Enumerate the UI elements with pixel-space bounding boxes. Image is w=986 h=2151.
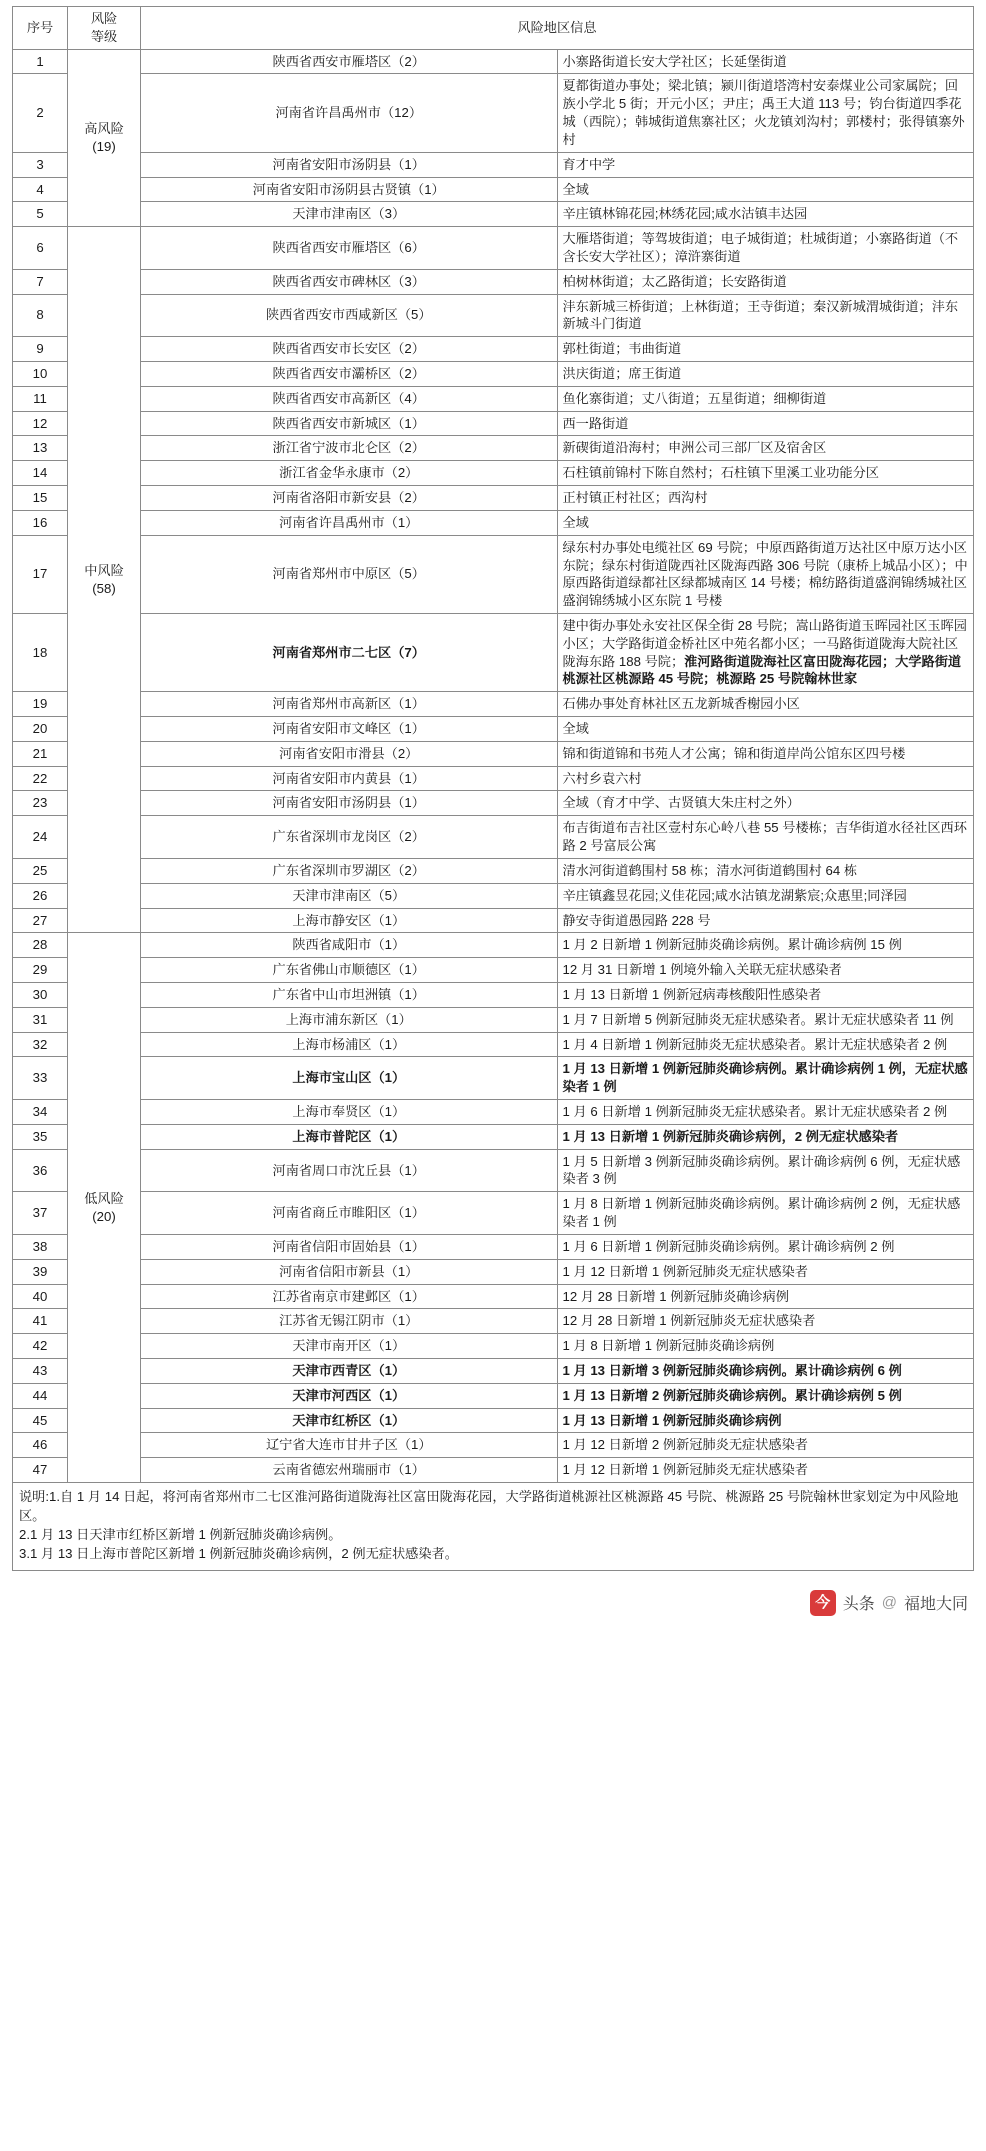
- region-name: 陕西省西安市雁塔区（2）: [141, 49, 558, 74]
- row-number: 42: [13, 1334, 68, 1359]
- row-number: 18: [13, 613, 68, 691]
- row-number: 36: [13, 1149, 68, 1192]
- row-number: 35: [13, 1124, 68, 1149]
- region-name: 河南省许昌禹州市（12）: [141, 74, 558, 152]
- row-number: 39: [13, 1259, 68, 1284]
- table-row: [13, 1100, 974, 1125]
- region-name: 上海市静安区（1）: [141, 908, 558, 933]
- region-name: 天津市南开区（1）: [141, 1334, 558, 1359]
- region-name: 河南省许昌禹州市（1）: [141, 510, 558, 535]
- column-header-level: [68, 7, 141, 50]
- region-name: 陕西省西安市灞桥区（2）: [141, 362, 558, 387]
- region-info: 静安寺街道愚园路 228 号: [557, 908, 974, 933]
- region-info: 1 月 2 日新增 1 例新冠肺炎确诊病例。累计确诊病例 15 例: [557, 933, 974, 958]
- region-name: 天津市津南区（5）: [141, 883, 558, 908]
- row-number: 6: [13, 227, 68, 270]
- row-number: 43: [13, 1358, 68, 1383]
- platform-name: 头条: [842, 1596, 875, 1614]
- region-info: 洪庆街道；席王街道: [557, 362, 974, 387]
- region-name: 陕西省西安市新城区（1）: [141, 411, 558, 436]
- region-info: 正村镇正村社区；西沟村: [557, 486, 974, 511]
- region-name: 陕西省西安市雁塔区（6）: [141, 227, 558, 270]
- table-row: [13, 613, 974, 691]
- risk-level-low-count: (20): [92, 1208, 116, 1224]
- region-name: 陕西省咸阳市（1）: [141, 933, 558, 958]
- column-header-no: 序号: [13, 7, 68, 50]
- row-number: 26: [13, 883, 68, 908]
- table-row: [13, 883, 974, 908]
- note-line-3: 3.1 月 13 日上海市普陀区新增 1 例新冠肺炎确诊病例，2 例无症状感染者。: [19, 1546, 458, 1562]
- row-number: 5: [13, 202, 68, 227]
- region-info: 1 月 13 日新增 1 例新冠肺炎确诊病例。累计确诊病例 1 例，无症状感染者 1 例: [557, 1057, 974, 1100]
- region-name: 上海市宝山区（1）: [141, 1057, 558, 1100]
- table-row: [13, 74, 974, 152]
- table-row: [13, 1458, 974, 1483]
- table-row: [13, 1284, 974, 1309]
- table-row: [13, 1057, 974, 1100]
- watermark-footer: [0, 1581, 986, 1625]
- region-info: 1 月 13 日新增 3 例新冠肺炎确诊病例。累计确诊病例 6 例: [557, 1358, 974, 1383]
- table-row: [13, 486, 974, 511]
- region-name: 河南省信阳市固始县（1）: [141, 1234, 558, 1259]
- table-row: [13, 1408, 974, 1433]
- table-row: [13, 958, 974, 983]
- row-number: 20: [13, 717, 68, 742]
- region-info: 全域: [557, 510, 974, 535]
- region-name: 陕西省西安市高新区（4）: [141, 386, 558, 411]
- region-info: 1 月 12 日新增 1 例新冠肺炎无症状感染者: [557, 1259, 974, 1284]
- note-line-2: 2.1 月 13 日天津市红桥区新增 1 例新冠肺炎确诊病例。: [19, 1527, 342, 1543]
- table-row: [13, 49, 974, 74]
- row-number: 33: [13, 1057, 68, 1100]
- row-number: 17: [13, 535, 68, 613]
- region-info: 大雁塔街道；等驾坡街道；电子城街道；杜城街道；小寨路街道（不含长安大学社区）；漳浒寨街道: [557, 227, 974, 270]
- region-name: 上海市浦东新区（1）: [141, 1007, 558, 1032]
- region-name: 陕西省西安市西咸新区（5）: [141, 294, 558, 337]
- region-name: 上海市普陀区（1）: [141, 1124, 558, 1149]
- row-number: 46: [13, 1433, 68, 1458]
- toutiao-logo-icon: 今: [810, 1590, 836, 1616]
- region-info: 全域（育才中学、古贤镇大朱庄村之外）: [557, 791, 974, 816]
- watermark-separator: @: [881, 1594, 897, 1612]
- row-number: 31: [13, 1007, 68, 1032]
- region-info: 布吉街道布吉社区壹村东心岭八巷 55 号楼栋；吉华街道水径社区西环路 2 号富辰公寓: [557, 816, 974, 859]
- region-info: 新碶街道沿海村；申洲公司三部厂区及宿舍区: [557, 436, 974, 461]
- region-info: 小寨路街道长安大学社区；长延堡街道: [557, 49, 974, 74]
- region-info: 石柱镇前锦村下陈自然村；石柱镇下里溪工业功能分区: [557, 461, 974, 486]
- risk-level-medium-label: 中风险: [84, 562, 124, 578]
- region-info: 辛庄镇林锦花园;林绣花园;咸水沽镇丰达园: [557, 202, 974, 227]
- region-name: 河南省安阳市汤阴县（1）: [141, 791, 558, 816]
- region-info: 育才中学: [557, 152, 974, 177]
- row-number: 37: [13, 1192, 68, 1235]
- column-header-level-line2: 等级: [90, 28, 118, 44]
- row-number: 12: [13, 411, 68, 436]
- row-number: 3: [13, 152, 68, 177]
- region-info: 1 月 13 日新增 1 例新冠肺炎确诊病例: [557, 1408, 974, 1433]
- table-row: [13, 227, 974, 270]
- region-name: 河南省信阳市新县（1）: [141, 1259, 558, 1284]
- note-block: [12, 1483, 974, 1571]
- table-row: [13, 269, 974, 294]
- region-info: 沣东新城三桥街道；上林街道；王寺街道；秦汉新城渭城街道；沣东新城斗门街道: [557, 294, 974, 337]
- row-number: 11: [13, 386, 68, 411]
- region-info: 12 月 28 日新增 1 例新冠肺炎确诊病例: [557, 1284, 974, 1309]
- region-info: 鱼化寨街道；丈八街道；五星街道；细柳街道: [557, 386, 974, 411]
- table-row: [13, 1234, 974, 1259]
- region-info: 夏都街道办事处；梁北镇；颍川街道塔湾村安泰煤业公司家属院；回族小学北 5 街；开元小区；尹庄；禹王大道 113 号；钧台街道四季花城（西院）；韩城街道焦寨社区；火龙镇刘沟村；郭楼村；张得镇寨外村: [557, 74, 974, 152]
- region-name: 江苏省南京市建邺区（1）: [141, 1284, 558, 1309]
- region-info: 全域: [557, 177, 974, 202]
- region-name: 天津市红桥区（1）: [141, 1408, 558, 1433]
- table-row: [13, 1124, 974, 1149]
- table-row: [13, 933, 974, 958]
- row-number: 47: [13, 1458, 68, 1483]
- table-row: [13, 386, 974, 411]
- risk-area-document: [0, 6, 986, 2151]
- row-number: 45: [13, 1408, 68, 1433]
- region-info: 柏树林街道；太乙路街道；长安路街道: [557, 269, 974, 294]
- table-row: [13, 1007, 974, 1032]
- row-number: 2: [13, 74, 68, 152]
- row-number: 4: [13, 177, 68, 202]
- region-info-highlight: 淮河路街道陇海社区富田陇海花园；大学路街道桃源社区桃源路 45 号院；桃源路 25 号院翰林世家: [562, 653, 962, 687]
- row-number: 25: [13, 858, 68, 883]
- table-row: [13, 717, 974, 742]
- row-number: 13: [13, 436, 68, 461]
- row-number: 40: [13, 1284, 68, 1309]
- region-info: 1 月 12 日新增 1 例新冠肺炎无症状感染者: [557, 1458, 974, 1483]
- risk-area-table: [12, 6, 974, 1483]
- table-row: [13, 1383, 974, 1408]
- table-row: [13, 1433, 974, 1458]
- table-row: [13, 1192, 974, 1235]
- row-number: 19: [13, 692, 68, 717]
- row-number: 28: [13, 933, 68, 958]
- region-name: 上海市奉贤区（1）: [141, 1100, 558, 1125]
- region-name: 河南省安阳市滑县（2）: [141, 741, 558, 766]
- region-info: 1 月 8 日新增 1 例新冠肺炎确诊病例: [557, 1334, 974, 1359]
- row-number: 15: [13, 486, 68, 511]
- row-number: 38: [13, 1234, 68, 1259]
- column-header-info: 风险地区信息: [141, 7, 974, 50]
- region-name: 浙江省金华永康市（2）: [141, 461, 558, 486]
- region-name: 广东省深圳市龙岗区（2）: [141, 816, 558, 859]
- risk-level-high: [68, 49, 141, 227]
- region-name: 河南省郑州市中原区（5）: [141, 535, 558, 613]
- table-row: [13, 337, 974, 362]
- table-row: [13, 436, 974, 461]
- region-name: 河南省安阳市文峰区（1）: [141, 717, 558, 742]
- region-info: 1 月 13 日新增 2 例新冠肺炎确诊病例。累计确诊病例 5 例: [557, 1383, 974, 1408]
- table-row: [13, 1309, 974, 1334]
- table-head: [13, 7, 974, 50]
- region-info: 全域: [557, 717, 974, 742]
- row-number: 1: [13, 49, 68, 74]
- region-info: 1 月 5 日新增 3 例新冠肺炎确诊病例。累计确诊病例 6 例，无症状感染者 3 例: [557, 1149, 974, 1192]
- region-info: 石佛办事处育林社区五龙新城香榭园小区: [557, 692, 974, 717]
- region-name: 河南省安阳市内黄县（1）: [141, 766, 558, 791]
- risk-level-medium-count: (58): [92, 580, 116, 596]
- table-row: [13, 908, 974, 933]
- table-row: [13, 461, 974, 486]
- row-number: 30: [13, 982, 68, 1007]
- row-number: 44: [13, 1383, 68, 1408]
- region-name: 河南省安阳市汤阴县古贤镇（1）: [141, 177, 558, 202]
- row-number: 22: [13, 766, 68, 791]
- row-number: 41: [13, 1309, 68, 1334]
- table-row: [13, 535, 974, 613]
- region-info: [557, 613, 974, 691]
- region-name: 广东省中山市坦洲镇（1）: [141, 982, 558, 1007]
- region-name: 广东省佛山市顺德区（1）: [141, 958, 558, 983]
- region-info: 1 月 8 日新增 1 例新冠肺炎确诊病例。累计确诊病例 2 例，无症状感染者 1 例: [557, 1192, 974, 1235]
- column-header-level-line1: 风险: [90, 11, 118, 26]
- region-name: 天津市津南区（3）: [141, 202, 558, 227]
- row-number: 24: [13, 816, 68, 859]
- region-info: 1 月 6 日新增 1 例新冠肺炎无症状感染者。累计无症状感染者 2 例: [557, 1100, 974, 1125]
- table-row: [13, 362, 974, 387]
- table-row: [13, 692, 974, 717]
- region-info: 1 月 12 日新增 2 例新冠肺炎无症状感染者: [557, 1433, 974, 1458]
- region-info: 锦和街道锦和书苑人才公寓；锦和街道岸尚公馆东区四号楼: [557, 741, 974, 766]
- region-name: 陕西省西安市碑林区（3）: [141, 269, 558, 294]
- region-info: 12 月 28 日新增 1 例新冠肺炎无症状感染者: [557, 1309, 974, 1334]
- table-row: [13, 1149, 974, 1192]
- table-row: [13, 858, 974, 883]
- region-name: 广东省深圳市罗湖区（2）: [141, 858, 558, 883]
- risk-level-low: [68, 933, 141, 1483]
- region-name: 天津市西青区（1）: [141, 1358, 558, 1383]
- table-row: [13, 982, 974, 1007]
- table-row: [13, 1358, 974, 1383]
- table-row: [13, 411, 974, 436]
- row-number: 27: [13, 908, 68, 933]
- risk-level-low-label: 低风险: [84, 1190, 124, 1206]
- row-number: 8: [13, 294, 68, 337]
- table-row: [13, 791, 974, 816]
- row-number: 21: [13, 741, 68, 766]
- row-number: 9: [13, 337, 68, 362]
- region-name: 云南省德宏州瑞丽市（1）: [141, 1458, 558, 1483]
- region-info: 郭杜街道；韦曲街道: [557, 337, 974, 362]
- row-number: 14: [13, 461, 68, 486]
- row-number: 23: [13, 791, 68, 816]
- table-row: [13, 741, 974, 766]
- table-row: [13, 1334, 974, 1359]
- region-name: 河南省郑州市高新区（1）: [141, 692, 558, 717]
- row-number: 16: [13, 510, 68, 535]
- region-name: 辽宁省大连市甘井子区（1）: [141, 1433, 558, 1458]
- table-row: [13, 294, 974, 337]
- table-row: [13, 177, 974, 202]
- risk-level-high-label: 高风险: [84, 121, 124, 137]
- region-info: 1 月 13 日新增 1 例新冠肺炎确诊病例，2 例无症状感染者: [557, 1124, 974, 1149]
- region-name: 天津市河西区（1）: [141, 1383, 558, 1408]
- region-info: 12 月 31 日新增 1 例境外输入关联无症状感染者: [557, 958, 974, 983]
- region-name: 上海市杨浦区（1）: [141, 1032, 558, 1057]
- table-row: [13, 766, 974, 791]
- row-number: 29: [13, 958, 68, 983]
- region-name: 河南省商丘市睢阳区（1）: [141, 1192, 558, 1235]
- region-info: 1 月 13 日新增 1 例新冠病毒核酸阳性感染者: [557, 982, 974, 1007]
- author-name: 福地大同: [903, 1596, 968, 1614]
- region-info: 1 月 6 日新增 1 例新冠肺炎确诊病例。累计确诊病例 2 例: [557, 1234, 974, 1259]
- region-name: 江苏省无锡江阴市（1）: [141, 1309, 558, 1334]
- region-name: 浙江省宁波市北仑区（2）: [141, 436, 558, 461]
- risk-level-high-count: (19): [92, 138, 116, 154]
- region-info-plain: 建中街办事处永安社区保全街 28 号院；嵩山路街道玉晖园社区玉晖园小区；大学路街道金桥社区中苑名都小区；一马路街道陇海大院社区陇海东路 188 号院；: [562, 617, 967, 669]
- table-row: [13, 202, 974, 227]
- region-info: 清水河街道鹤围村 58 栋；清水河街道鹤围村 64 栋: [557, 858, 974, 883]
- region-info: 西一路街道: [557, 411, 974, 436]
- region-info: 1 月 7 日新增 5 例新冠肺炎无症状感染者。累计无症状感染者 11 例: [557, 1007, 974, 1032]
- region-info: 绿东村办事处电缆社区 69 号院；中原西路街道万达社区中原万达小区东院；绿东村街道陇西社区陇海西路 306 号院（康桥上城品小区）；中原西路街道绿都社区绿都城南区 14 号楼；棉纺路街道盛润锦绣城社区盛润锦绣城小区东院 1 号楼: [557, 535, 974, 613]
- region-name: 河南省周口市沈丘县（1）: [141, 1149, 558, 1192]
- table-body: [13, 49, 974, 1482]
- row-number: 32: [13, 1032, 68, 1057]
- region-info: 辛庄镇鑫昱花园;义佳花园;咸水沽镇龙湖紫宸;众惠里;同泽园: [557, 883, 974, 908]
- table-row: [13, 510, 974, 535]
- region-name: 陕西省西安市长安区（2）: [141, 337, 558, 362]
- region-name: 河南省洛阳市新安县（2）: [141, 486, 558, 511]
- note-line-1: 说明:1.自 1 月 14 日起，将河南省郑州市二七区淮河路街道陇海社区富田陇海花园，大学路街道桃源社区桃源路 45 号院、桃源路 25 号院翰林世家划定为中风险地区。: [19, 1489, 959, 1524]
- region-info: 1 月 4 日新增 1 例新冠肺炎无症状感染者。累计无症状感染者 2 例: [557, 1032, 974, 1057]
- table-row: [13, 1259, 974, 1284]
- table-row: [13, 816, 974, 859]
- row-number: 10: [13, 362, 68, 387]
- risk-level-medium: [68, 227, 141, 933]
- row-number: 7: [13, 269, 68, 294]
- region-name: 河南省郑州市二七区（7）: [141, 613, 558, 691]
- region-info: 六村乡袁六村: [557, 766, 974, 791]
- table-row: [13, 1032, 974, 1057]
- table-header-row: [13, 7, 974, 50]
- row-number: 34: [13, 1100, 68, 1125]
- region-name: 河南省安阳市汤阴县（1）: [141, 152, 558, 177]
- table-row: [13, 152, 974, 177]
